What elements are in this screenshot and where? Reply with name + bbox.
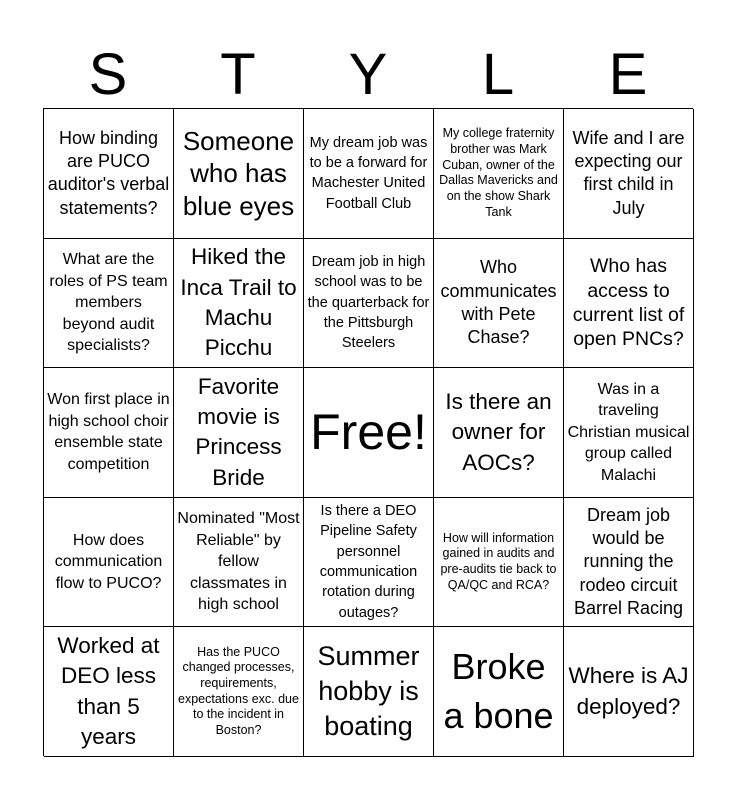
bingo-cell-text: How does communication flow to PUCO?: [54, 531, 163, 592]
bingo-cell[interactable]: [434, 239, 564, 369]
bingo-cell-text: Hiked the Inca Trail to Machu Picchu: [180, 244, 297, 361]
bingo-cell-text: Is there an owner for AOCs?: [445, 388, 552, 475]
bingo-cell-text: What are the roles of PS team members beyond audit specialists?: [49, 250, 168, 355]
bingo-cell[interactable]: [564, 239, 694, 369]
bingo-cell-text: Dream job would be running the rodeo circuit Barrel Racing: [573, 504, 684, 619]
bingo-cell[interactable]: [434, 368, 564, 498]
bingo-cell[interactable]: [564, 368, 694, 498]
bingo-cell-text: How binding are PUCO auditor's verbal statements?: [47, 127, 170, 218]
bingo-cell-text: Someone who has blue eyes: [182, 125, 295, 221]
free-cell-text: Free!: [310, 404, 427, 461]
bingo-cell[interactable]: [304, 109, 434, 239]
bingo-cell-text: Dream job in high school was to be the quarterback for the Pittsburgh Steelers: [307, 254, 430, 352]
bingo-cell[interactable]: [174, 498, 304, 628]
bingo-cell[interactable]: [304, 239, 434, 369]
bingo-cell-text: Nominated "Most Reliable" by fellow classmates in high school: [177, 510, 300, 614]
free-cell[interactable]: [304, 368, 434, 498]
bingo-cell-text: Summer hobby is boating: [317, 641, 420, 742]
header-letter-e: E: [608, 42, 648, 107]
bingo-cell[interactable]: [174, 109, 304, 239]
bingo-cell-text: Worked at DEO less than 5 years: [57, 632, 160, 750]
bingo-cell[interactable]: [304, 627, 434, 757]
bingo-cell-text: Where is AJ deployed?: [568, 663, 689, 719]
bingo-cell[interactable]: [564, 498, 694, 628]
bingo-cell[interactable]: [44, 498, 174, 628]
bingo-cell-text: Who has access to current list of open PNCs?: [572, 255, 685, 351]
bingo-cell[interactable]: [44, 368, 174, 498]
bingo-cell-text: Won first place in high school choir ensemble state competition: [47, 391, 170, 474]
bingo-cell-text: My dream job was to be a forward for Machester United Football Club: [309, 134, 428, 212]
bingo-cell[interactable]: [434, 627, 564, 757]
bingo-cell-text: Who communicates with Pete Chase?: [440, 257, 557, 348]
bingo-cell[interactable]: [564, 627, 694, 757]
bingo-cell[interactable]: [44, 109, 174, 239]
header-letter-y: Y: [348, 42, 388, 107]
bingo-cell-text: Broke a bone: [443, 646, 554, 736]
bingo-cell[interactable]: [434, 109, 564, 239]
bingo-cell[interactable]: [44, 627, 174, 757]
bingo-cell-text: How will information gained in audits and pre-audits tie back to QA/QC and RCA?: [440, 530, 557, 592]
bingo-cell[interactable]: [174, 368, 304, 498]
bingo-cell[interactable]: [174, 627, 304, 757]
bingo-cell-text: Has the PUCO changed processes, requirements, expectations exc. due to the incident in Boston?: [178, 644, 299, 737]
bingo-cell-text: Favorite movie is Princess Bride: [195, 373, 282, 490]
bingo-cell[interactable]: [44, 239, 174, 369]
bingo-cell-text: My college fraternity brother was Mark Cuban, owner of the Dallas Mavericks and on the show Shark Tank: [439, 126, 558, 219]
bingo-cell[interactable]: [174, 239, 304, 369]
bingo-header: [43, 42, 693, 108]
bingo-grid: [43, 108, 693, 756]
bingo-cell[interactable]: [564, 109, 694, 239]
bingo-cell-text: Is there a DEO Pipeline Safety personnel communication rotation during outages?: [319, 503, 418, 621]
header-letter-s: S: [88, 42, 128, 107]
header-letter-t: T: [220, 42, 256, 107]
bingo-cell-text: Was in a traveling Christian musical group called Malachi: [567, 380, 690, 484]
bingo-cell-text: Wife and I are expecting our first child in July: [572, 127, 685, 218]
header-letter-l: L: [481, 42, 515, 107]
bingo-cell[interactable]: [434, 498, 564, 628]
bingo-cell[interactable]: [304, 498, 434, 628]
